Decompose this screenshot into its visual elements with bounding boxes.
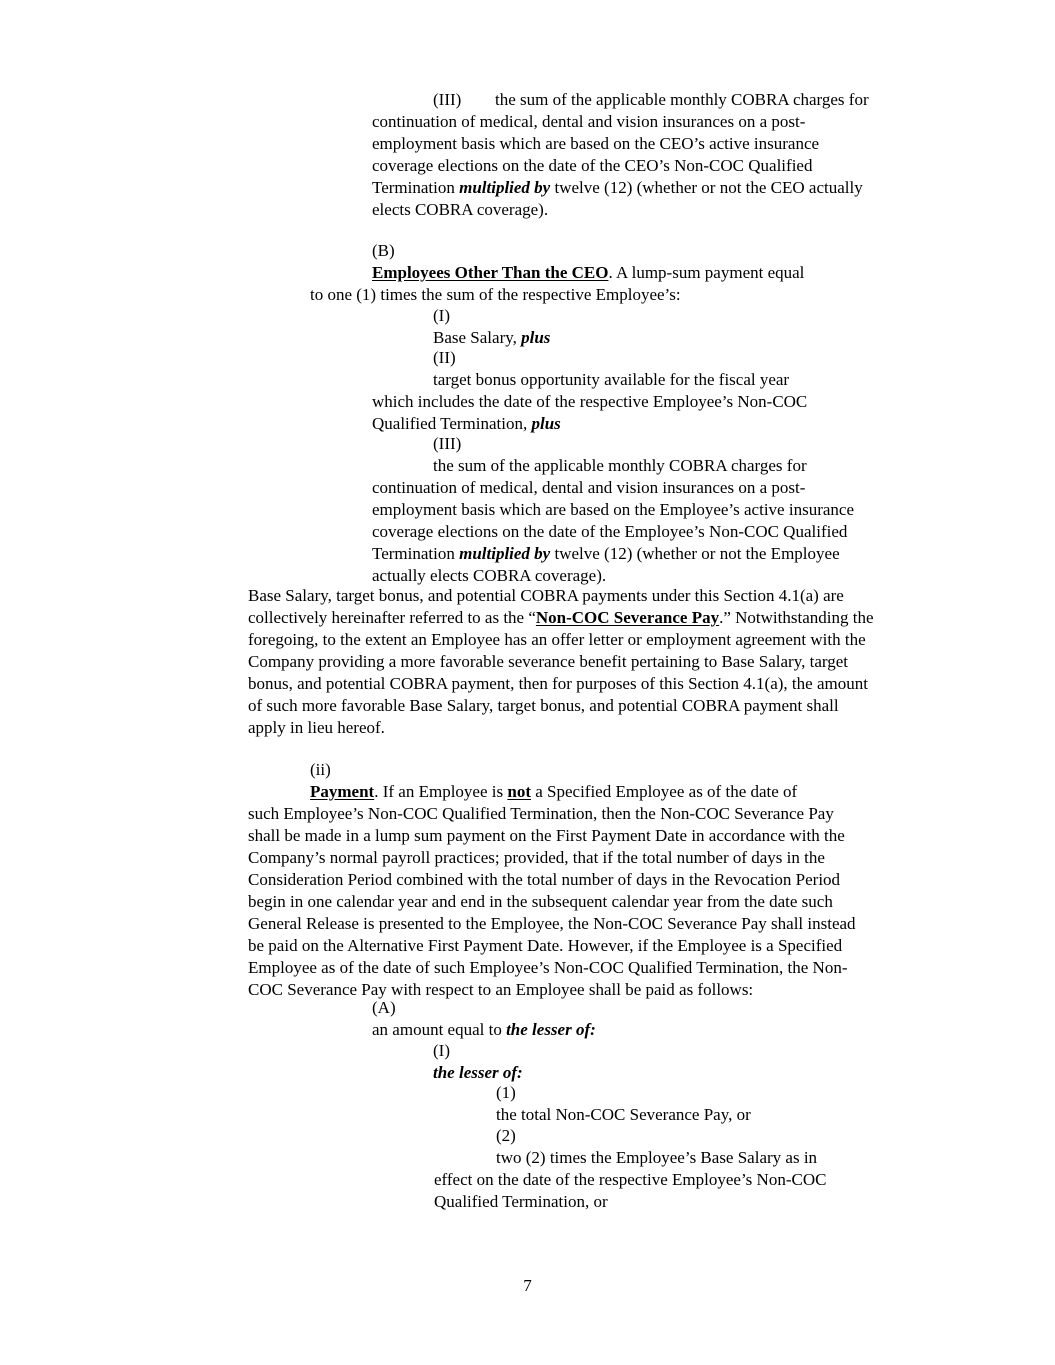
section-heading: Payment: [310, 782, 375, 801]
line: Termination multiplied by twelve (12) (whether or not the CEO actually: [372, 178, 863, 197]
paragraph-payment: (ii) Payment. If an Employee is not a Specified Employee as of the date of such Employee’s Non-COC Qualified Termination, then the Non-COC Severance Pay shall be made in a lump sum payment on the First Payment Date in accordance with the Company’s normal payroll practices; provided, that if the total number of days in the Consideration Period combined with the total number of days in the Revocation Period begin in one calendar year and end in the subsequent calendar year from the date such General Release is presented to the Employee, the Non-COC Severance Pay shall instead be paid on the Alternative First Payment Date. However, if the Employee is a Specified Employee as of the date of such Employee’s Non-COC Qualified Termination, the Non- COC Severance Pay with respect to an Employee shall be paid as follows:: [248, 760, 856, 999]
line: Qualified Termination, plus: [372, 414, 561, 433]
line: collectively hereinafter referred to as the “Non-COC Severance Pay.” Notwithstanding the: [248, 608, 874, 627]
paragraph-summary: Base Salary, target bonus, and potential COBRA payments under this Section 4.1(a) are collectively hereinafter referred to as the “Non-COC Severance Pay.” Notwithstanding the foregoing, to the extent an Employee has an offer letter or employment agreement with the Company providing a more favorable severance benefit pertaining to Base Salary, target bonus, and potential COBRA payment, then for purposes of this Section 4.1(a), the amount of such more favorable Base Salary, target bonus, and potential COBRA payment shall apply in lieu hereof.: [248, 586, 874, 737]
line: (1) the total Non-COC Severance Pay, or: [496, 1083, 751, 1124]
paragraph-a: [372, 997, 596, 1041]
line: (III) the sum of the applicable monthly COBRA charges for: [433, 90, 869, 109]
paragraph-a-i: [433, 1040, 523, 1084]
line: (A) an amount equal to the lesser of:: [372, 998, 596, 1039]
section-heading: Employees Other Than the CEO: [372, 263, 609, 282]
line: (I) the lesser of:: [433, 1041, 523, 1082]
line: (B) Employees Other Than the CEO. A lump-sum payment equal: [372, 241, 805, 282]
line: (III) the sum of the applicable monthly COBRA charges for: [433, 434, 807, 475]
page-number: 7: [523, 1276, 532, 1295]
paragraph-ceo-iii: (III) the sum of the applicable monthly COBRA charges for continuation of medical, dental and vision insurances on a post- employment basis which are based on the CEO’s active insurance coverage elections on the date of the CEO’s Non-COC Qualified Termination multiplied by twelve (12) (whether or not the CEO actually elects COBRA coverage).: [372, 90, 869, 219]
paragraph-b-ii: (II) target bonus opportunity available for the fiscal year which includes the date of the respective Employee’s Non-COC Qualified Termination, plus: [372, 348, 808, 433]
line: (II) target bonus opportunity available for the fiscal year: [433, 348, 790, 389]
defined-term: Non-COC Severance Pay: [535, 608, 720, 627]
line: Termination multiplied by twelve (12) (whether or not the Employee: [372, 544, 840, 563]
paragraph-b-i: [433, 305, 550, 349]
paragraph-1: [496, 1082, 751, 1126]
line: (I) Base Salary, plus: [433, 306, 551, 347]
line: (2) two (2) times the Employee’s Base Salary as in: [496, 1126, 818, 1167]
paragraph-2: (2) two (2) times the Employee’s Base Salary as in effect on the date of the respective Employee’s Non-COC Qualified Termination, or: [434, 1126, 827, 1211]
paragraph-b-iii: (III) the sum of the applicable monthly COBRA charges for continuation of medical, dental and vision insurances on a post- employment basis which are based on the Employee’s active insurance coverage elections on the date of the Employee’s Non-COC Qualified Termination multiplied by twelve (12) (whether or not the Employee actually elects COBRA coverage).: [372, 434, 854, 585]
paragraph-b: (B) Employees Other Than the CEO. A lump-sum payment equal to one (1) times the sum of the respective Employee’s:: [310, 241, 805, 304]
line: (ii) Payment. If an Employee is not a Specified Employee as of the date of: [310, 760, 798, 801]
